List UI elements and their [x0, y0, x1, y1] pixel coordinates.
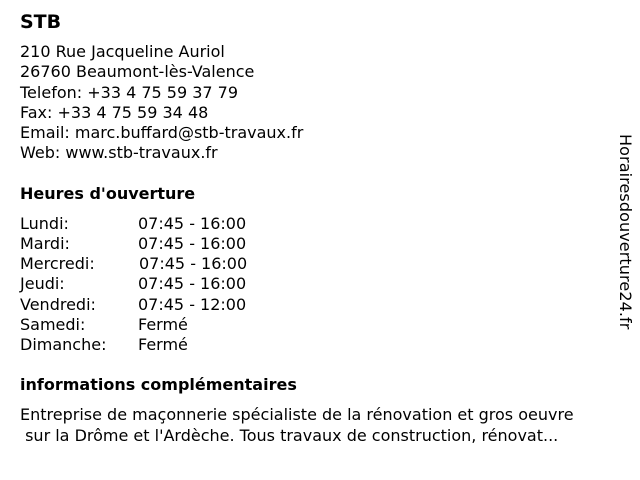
phone-line: Telefon: +33 4 75 59 37 79	[20, 82, 239, 102]
time-value: 07:45 - 16:00	[138, 274, 247, 294]
hours-row-monday	[20, 214, 620, 234]
time-value: 07:45 - 12:00	[138, 294, 247, 314]
hours-row-wednesday	[20, 254, 620, 274]
hours-row-friday	[20, 295, 620, 315]
time-value: Fermé	[138, 314, 188, 334]
hours-row-saturday	[20, 315, 620, 335]
company-name: STB	[20, 11, 62, 33]
day-label: Jeudi:	[20, 274, 65, 294]
site-watermark: Horairesdouverture24.fr	[616, 134, 635, 330]
hours-row-sunday	[20, 335, 620, 355]
day-label: Vendredi:	[20, 294, 96, 314]
day-label: Dimanche:	[20, 334, 107, 354]
time-value: 07:45 - 16:00	[139, 254, 248, 274]
time-value: 07:45 - 16:00	[138, 233, 247, 253]
address-block	[20, 42, 620, 164]
email-line: Email: marc.buffard@stb-travaux.fr	[20, 123, 304, 143]
hours-heading: Heures d'ouverture	[20, 183, 196, 203]
city-line: 26760 Beaumont-lès-Valence	[20, 62, 255, 82]
business-card	[20, 10, 620, 446]
time-value: 07:45 - 16:00	[138, 213, 247, 233]
day-label: Mercredi:	[20, 254, 95, 274]
web-line: Web: www.stb-travaux.fr	[20, 143, 218, 163]
hours-table	[20, 214, 620, 355]
time-value: Fermé	[138, 334, 188, 354]
day-label: Mardi:	[20, 233, 70, 253]
street-address: 210 Rue Jacqueline Auriol	[20, 42, 225, 61]
hours-row-thursday	[20, 274, 620, 294]
fax-line: Fax: +33 4 75 59 34 48	[20, 102, 209, 122]
description-text: Entreprise de maçonnerie spécialiste de la rénovation et gros oeuvre sur la Drôme et l'Ardèche. Tous travaux de construction, rénovat...	[20, 405, 574, 445]
info-heading: informations complémentaires	[20, 375, 297, 395]
day-label: Lundi:	[20, 213, 69, 233]
hours-row-tuesday	[20, 234, 620, 254]
day-label: Samedi:	[20, 314, 86, 334]
